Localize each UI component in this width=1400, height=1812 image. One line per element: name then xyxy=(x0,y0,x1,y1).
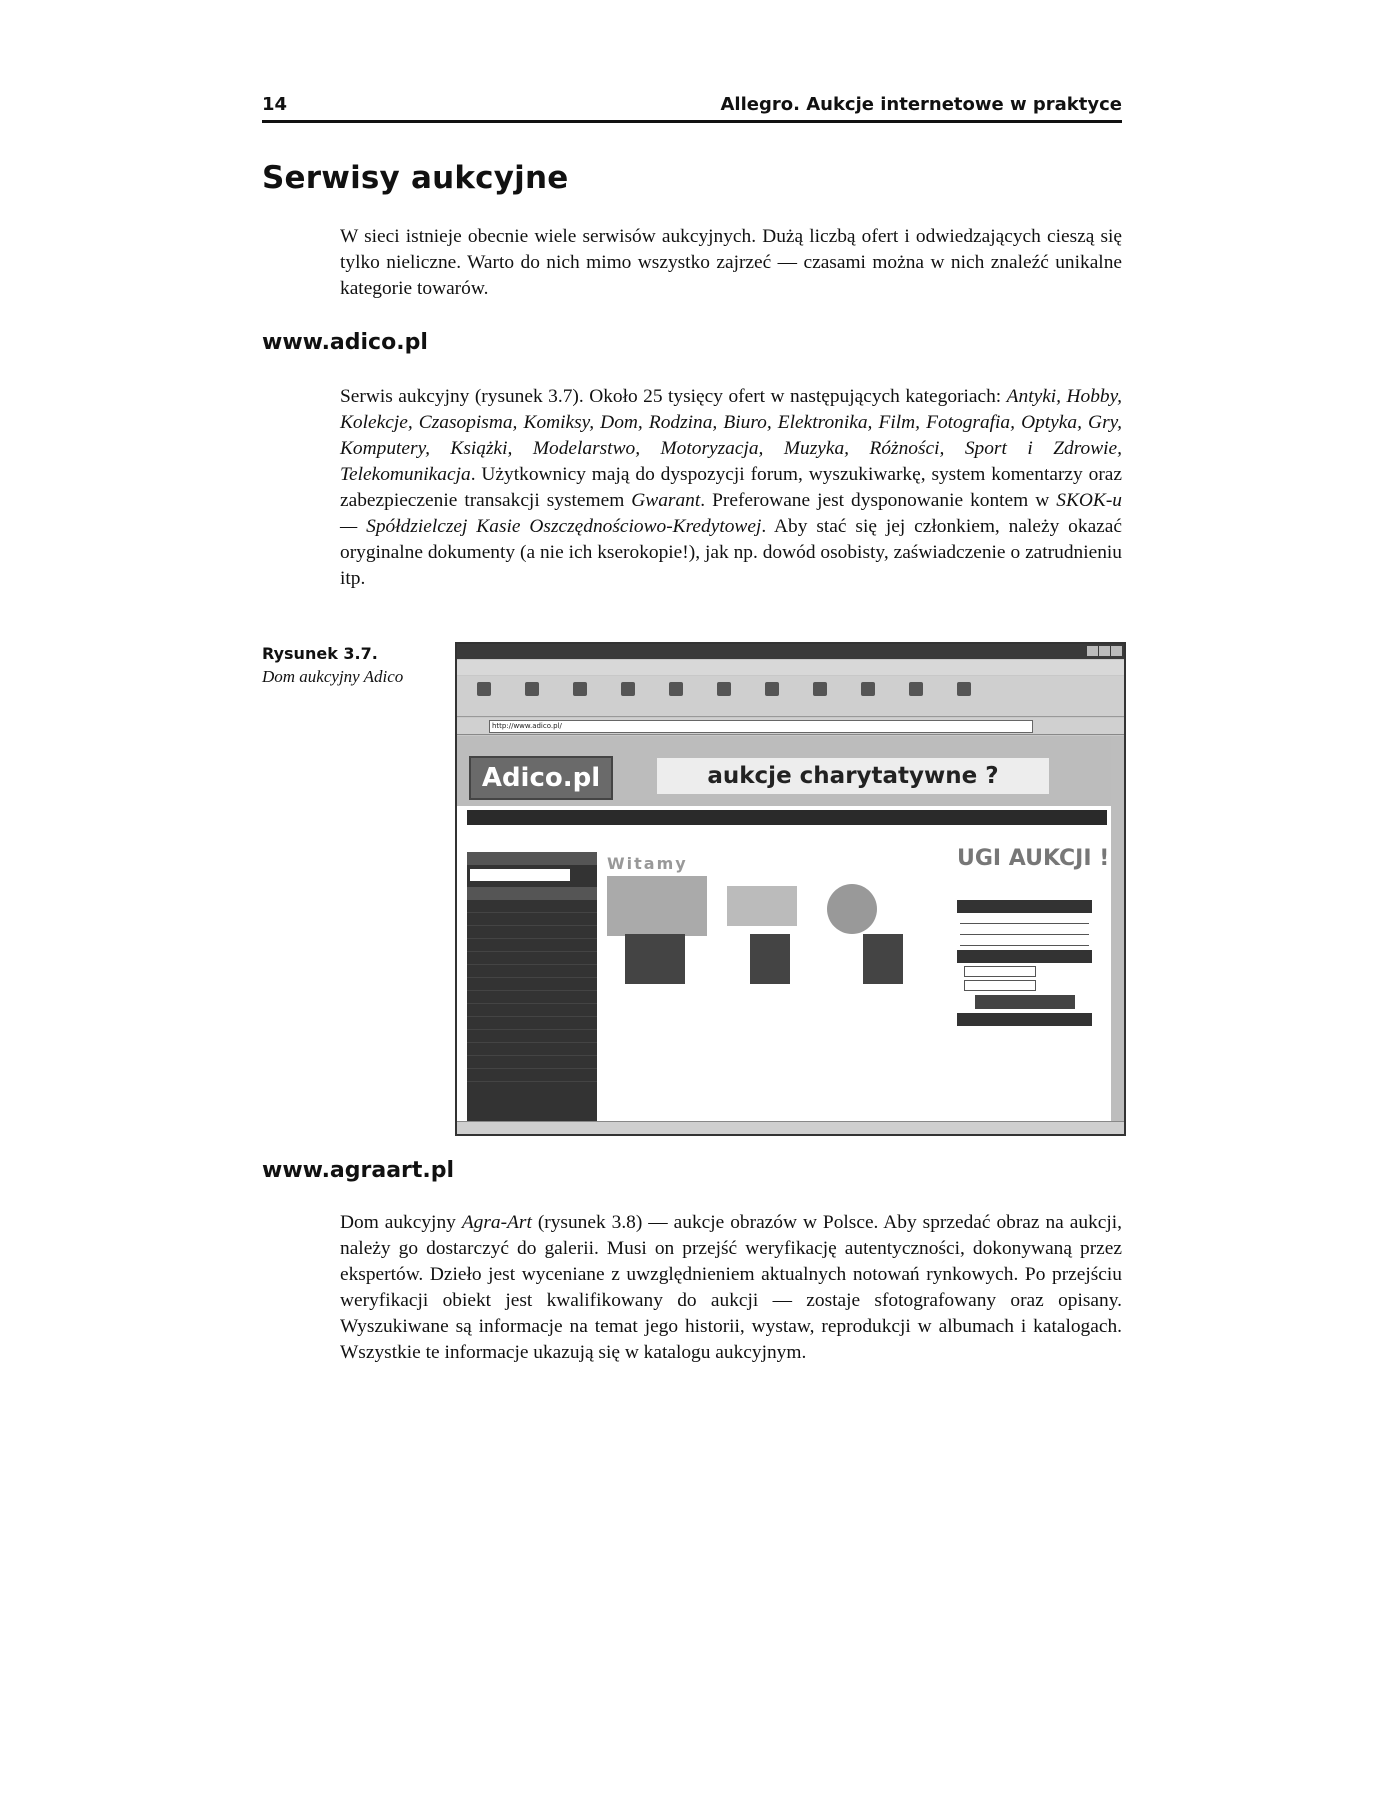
auction-item xyxy=(835,934,931,992)
agraart-name: Agra-Art xyxy=(461,1212,532,1233)
login-button xyxy=(975,995,1075,1009)
adico-text-3: . Preferowane jest dysponowanie kontem w xyxy=(700,490,1057,511)
browser-titlebar xyxy=(457,644,1124,659)
site-navbar xyxy=(467,810,1107,825)
adico-text-1: Serwis aukcyjny (rysunek 3.7). Około 25 tysięcy ofert w następujących kategoriach: xyxy=(340,386,1007,407)
figure-caption-text: Dom aukcyjny Adico xyxy=(262,667,404,686)
figure-number: Rysunek 3.7. xyxy=(262,644,378,663)
site-welcome: Witamy xyxy=(607,854,688,873)
forward-icon xyxy=(525,682,539,696)
adico-gwarant: Gwarant xyxy=(631,490,701,511)
adico-screenshot xyxy=(455,642,1126,1136)
site-banner xyxy=(457,736,1111,806)
browser-scrollbar xyxy=(1111,736,1124,1121)
intro-paragraph: W sieci istnieje obecnie wiele serwisów aukcyjnych. Dużą liczbą ofert i odwiedzających cieszą się tylko nieliczne. Warto do nich mimo wszystko zajrzeć — czasami można w nich znaleźć unikalne kategorie towarów. xyxy=(340,226,1122,299)
favorites-icon xyxy=(765,682,779,696)
promo-image xyxy=(727,886,797,926)
page-number: 14 xyxy=(262,94,288,115)
site-slogan: aukcje charytatywne ? xyxy=(657,758,1049,794)
adico-paragraph xyxy=(340,384,1122,592)
adico-skok: SKOK-u — Spółdzielczej Kasie Oszczędnościowo-Kredytowej xyxy=(340,490,1122,537)
figure-caption xyxy=(262,644,442,687)
section-title: Serwisy aukcyjne xyxy=(262,160,569,196)
welcome-image xyxy=(607,876,707,936)
browser-menubar xyxy=(457,660,1124,675)
address-field: http://www.adico.pl/ xyxy=(489,720,1033,733)
agraart-text-1: Dom aukcyjny xyxy=(340,1212,462,1233)
password-field xyxy=(964,980,1036,991)
agraart-paragraph xyxy=(340,1210,1122,1366)
browser-toolbar xyxy=(457,676,1124,717)
site-promo-text: UGI AUKCJI ! xyxy=(957,846,1110,871)
login-field xyxy=(964,966,1036,977)
site-logo: Adico.pl xyxy=(469,756,613,800)
auction-item xyxy=(607,934,703,992)
website-view xyxy=(457,736,1111,1121)
refresh-icon xyxy=(621,682,635,696)
site-right-column xyxy=(957,896,1092,1026)
home-icon xyxy=(669,682,683,696)
agraart-text-2: (rysunek 3.8) — aukcje obrazów w Polsce. Aby sprzedać obraz na aukcji, należy go dostarczyć do galerii. Musi on przejść weryfikację autentyczności, dokonywaną przez ekspertów. Dzieło jest wyceniane z uwzględnieniem aktualnych notowań rynkowych. Po przejściu weryfikacji obiekt jest kwalifikowany do aukcji — zostaje sfotografowany oraz opisany. Wyszukiwane są informacje na temat jego historii, wystaw, reprodukcji w albumach i katalogach. Wszystkie te informacje ukazują się w katalogu aukcyjnym. xyxy=(340,1212,1122,1363)
book-title: Allegro. Aukcje internetowe w praktyce xyxy=(720,94,1122,115)
adico-text-4: . Aby stać się jej członkiem, należy okazać oryginalne dokumenty (a nie ich kserokopie!), jak np. dowód osobisty, zaświadczenie o zatrudnieniu itp. xyxy=(340,516,1122,589)
stop-icon xyxy=(573,682,587,696)
agraart-heading: www.agraart.pl xyxy=(262,1158,455,1183)
mail-icon xyxy=(861,682,875,696)
search-icon xyxy=(717,682,731,696)
site-left-column xyxy=(467,852,597,1121)
browser-statusbar xyxy=(457,1121,1124,1135)
address-bar xyxy=(457,718,1124,735)
edit-icon xyxy=(957,682,971,696)
window-buttons xyxy=(1086,646,1122,661)
running-header xyxy=(262,94,1122,123)
promo-image-2 xyxy=(827,884,877,934)
history-icon xyxy=(813,682,827,696)
site-search-field xyxy=(470,869,570,881)
auction-item xyxy=(722,934,818,992)
back-icon xyxy=(477,682,491,696)
adico-categories: Antyki, Hobby, Kolekcje, Czasopisma, Komiksy, Dom, Rodzina, Biuro, Elektronika, Film, Fotografia, Optyka, Gry, Komputery, Książki, Modelarstwo, Motoryzacja, Muzyka, Różności, Sport i Zdrowie, Telekomunikacja xyxy=(340,386,1122,485)
print-icon xyxy=(909,682,923,696)
adico-heading: www.adico.pl xyxy=(262,330,428,355)
adico-text-2: . Użytkownicy mają do dyspozycji forum, wyszukiwarkę, system komentarzy oraz zabezpieczenie transakcji systemem xyxy=(340,464,1122,511)
